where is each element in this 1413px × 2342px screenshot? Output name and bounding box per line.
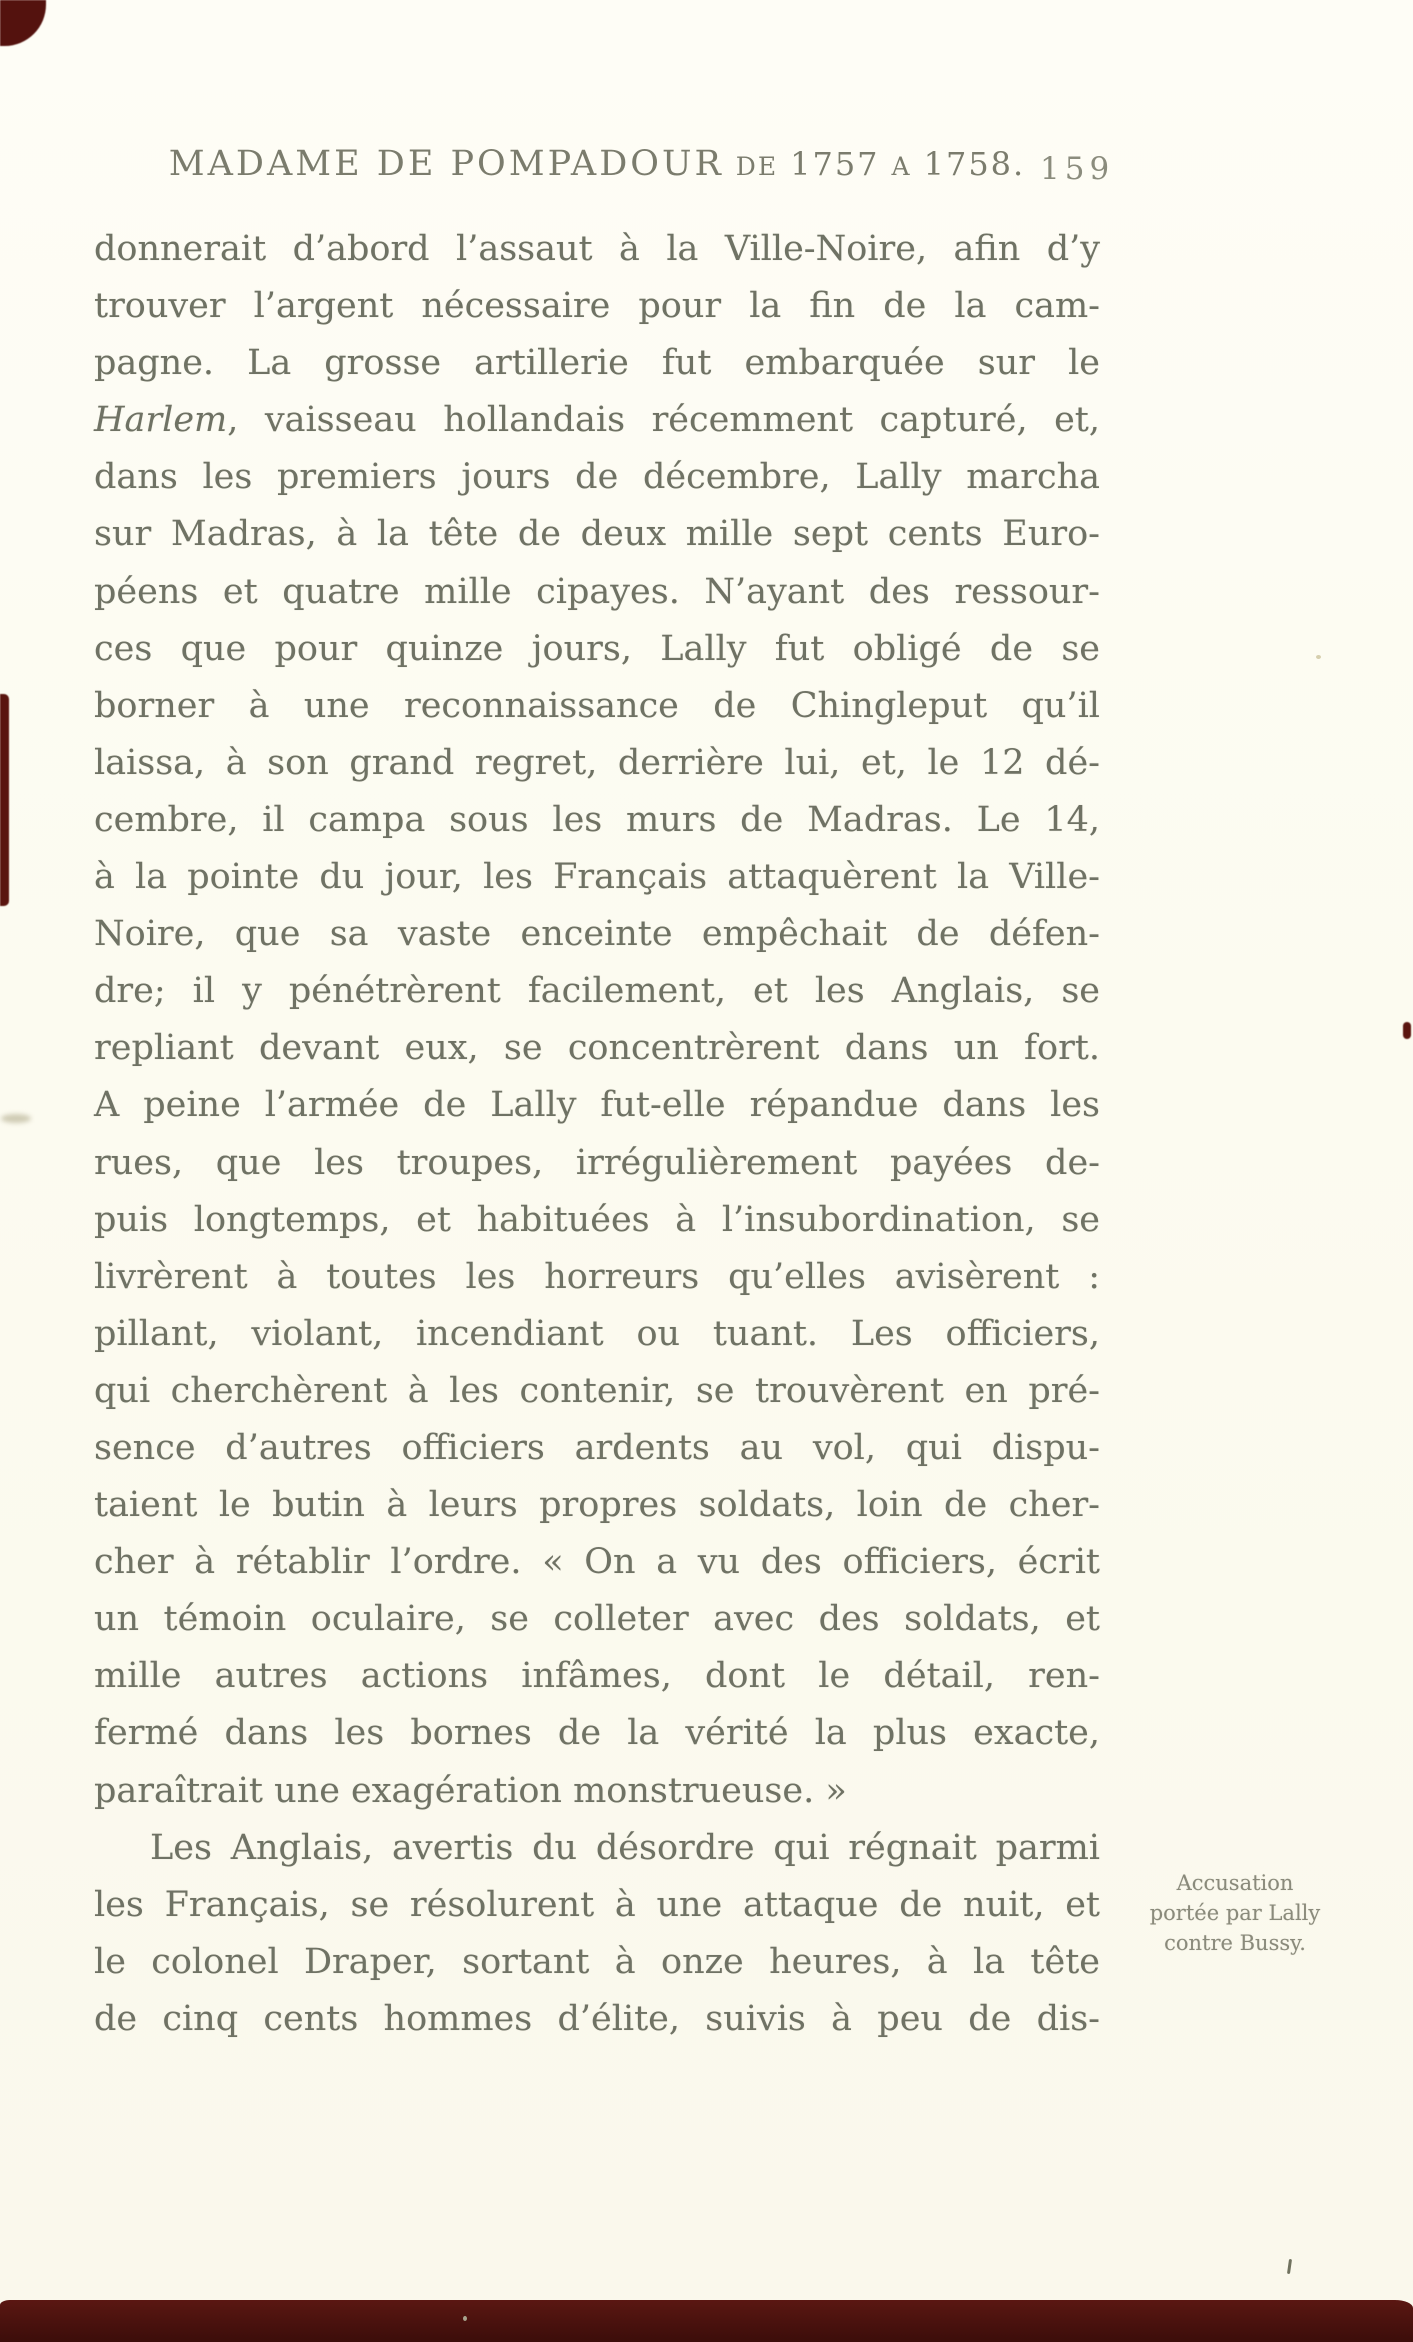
scan-smudge	[1, 1114, 31, 1123]
text-line: Les Anglais, avertis du désordre qui régnait parmi	[150, 1827, 1100, 1868]
text-line: pagne. La grosse artillerie fut embarquée sur le	[94, 343, 1100, 384]
text-line: donnerait d’abord l’assaut à la Ville-Noire, afin d’y	[94, 229, 1100, 269]
text-line: dre; il y pénétrèrent facilement, et les Anglais, se	[94, 971, 1100, 1012]
scan-edge-right-dot	[1403, 1022, 1411, 1039]
text-line: sence d’autres officiers ardents au vol, qui dispu-	[94, 1427, 1100, 1468]
text-line: dans les premiers jours de décembre, Lally marcha	[94, 457, 1100, 498]
text-line: ces que pour quinze jours, Lally fut obligé de se	[94, 628, 1100, 669]
margin-note-line: Accusation	[1176, 1871, 1294, 1895]
text-line: cher à rétablir l’ordre. « On a vu des officiers, écrit	[94, 1542, 1100, 1583]
scan-speck	[1287, 2259, 1292, 2274]
text-line: laissa, à son grand regret, derrière lui, et, le 12 dé-	[94, 742, 1100, 783]
header-title-de: DE	[735, 152, 779, 181]
text-line: qui cherchèrent à les contenir, se trouvèrent en pré-	[94, 1370, 1100, 1411]
scan-speck	[463, 2316, 467, 2321]
scan-speck	[1316, 655, 1321, 659]
header-title-year2: 1758.	[923, 145, 1026, 183]
text-line: sur Madras, à la tête de deux mille sept cents Euro-	[94, 514, 1100, 555]
running-header	[94, 144, 1100, 184]
scan-edge-corner-mark	[0, 0, 46, 46]
header-title-a: A	[891, 152, 912, 181]
text-line: Harlem, vaisseau hollandais récemment capturé, et,	[94, 400, 1100, 441]
body-text	[94, 221, 1100, 2048]
text-line: pillant, violant, incendiant ou tuant. Les officiers,	[94, 1313, 1100, 1354]
text-line: cembre, il campa sous les murs de Madras. Le 14,	[94, 799, 1100, 840]
text-line: A peine l’armée de Lally fut-elle répandue dans les	[94, 1085, 1100, 1126]
text-line: trouver l’argent nécessaire pour la fin de la cam-	[94, 286, 1100, 327]
text-line: un témoin oculaire, se colleter avec des soldats, et	[94, 1599, 1100, 1640]
text-line: rues, que les troupes, irrégulièrement payées de-	[94, 1142, 1100, 1183]
page-number: 159	[1040, 151, 1115, 187]
text-line: à la pointe du jour, les Français attaquèrent la Ville-	[94, 857, 1100, 898]
margin-note-line: contre Bussy.	[1164, 1931, 1306, 1955]
text-line: fermé dans les bornes de la vérité la plus exacte,	[94, 1713, 1100, 1754]
header-title-year1: 1757	[790, 145, 880, 183]
text-line: mille autres actions infâmes, dont le détail, ren-	[94, 1656, 1100, 1697]
text-line: puis longtemps, et habituées à l’insubordination, se	[94, 1199, 1100, 1240]
header-title	[168, 144, 1026, 184]
text-line: repliant devant eux, se concentrèrent dans un fort.	[94, 1028, 1100, 1069]
scan-edge-left-streak	[0, 694, 9, 906]
text-line: les Français, se résolurent à une attaque de nuit, et	[94, 1884, 1100, 1925]
text-line: borner à une reconnaissance de Chingleput qu’il	[94, 685, 1100, 726]
header-title-main: MADAME DE POMPADOUR	[168, 144, 724, 184]
text-line: de cinq cents hommes d’élite, suivis à peu de dis-	[94, 1998, 1100, 2039]
text-line: taient le butin à leurs propres soldats, loin de cher-	[94, 1485, 1100, 1526]
margin-note	[1126, 1868, 1344, 1958]
text-line: paraîtrait une exagération monstrueuse. »	[94, 1770, 847, 1811]
scan-edge-bottom-band	[0, 2300, 1413, 2342]
text-line: livrèrent à toutes les horreurs qu’elles avisèrent :	[94, 1256, 1100, 1297]
margin-note-line: portée par Lally	[1149, 1901, 1321, 1925]
text-line: Noire, que sa vaste enceinte empêchait de défen-	[94, 914, 1100, 955]
text-line: le colonel Draper, sortant à onze heures, à la tête	[94, 1941, 1100, 1982]
text-line: péens et quatre mille cipayes. N’ayant des ressour-	[94, 571, 1100, 612]
